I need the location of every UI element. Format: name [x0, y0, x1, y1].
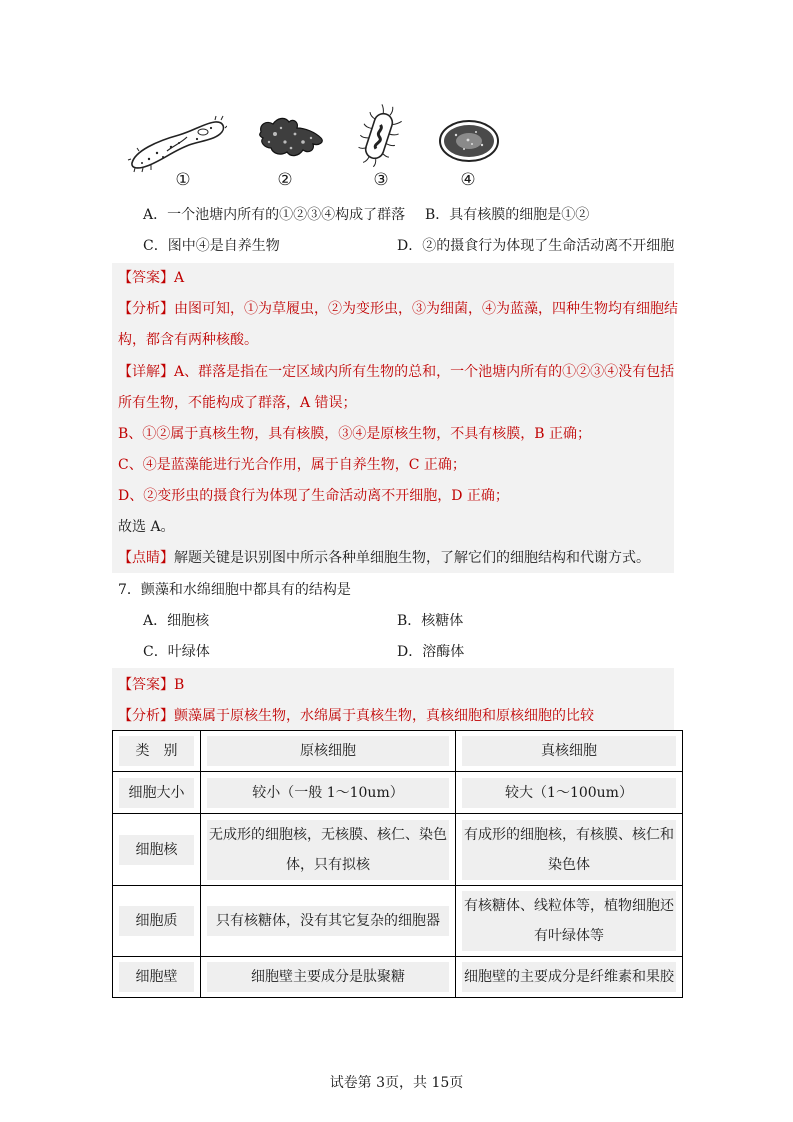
detail-label: 【详解】: [118, 364, 174, 380]
detail-text: A、群落是指在一定区域内所有生物的总和，一个池塘内所有的①②③④没有包括: [174, 364, 675, 380]
q6-option-a: A．一个池塘内所有的①②③④构成了群落: [143, 207, 406, 223]
table-cell: [456, 814, 683, 886]
eukaryote-value: 细胞壁的主要成分是纤维素和果胶: [462, 962, 676, 992]
table-header-cell: [456, 731, 683, 772]
analysis-label: 【分析】: [118, 301, 174, 317]
prokaryote-value: 只有核糖体，没有其它复杂的细胞器: [207, 906, 449, 936]
table-cell: [113, 886, 201, 957]
bacterium-illustration: [354, 101, 404, 171]
table-cell: [113, 957, 201, 998]
q6-detail-line-3: B、①②属于真核生物，具有核膜，③④是原核生物，不具有核膜，B 正确；: [118, 426, 592, 442]
analysis-label: 【分析】: [118, 708, 174, 724]
row-category: 细胞核: [119, 835, 194, 865]
figure-label-1: ①: [175, 170, 191, 190]
eukaryote-value: 有核糖体、线粒体等，植物细胞还有叶绿体等: [462, 891, 676, 951]
prokaryote-value: 细胞壁主要成分是肽聚糖: [207, 962, 449, 992]
cell-comparison-table: [112, 730, 683, 998]
page-footer: 试卷第 3页，共 15页: [329, 1075, 464, 1091]
q7-stem: 7．颤藻和水绵细胞中都具有的结构是: [118, 582, 351, 598]
answer-value: A: [174, 270, 185, 286]
table-row: [113, 886, 683, 957]
q6-option-b: B．具有核膜的细胞是①②: [425, 207, 590, 223]
row-category: 细胞壁: [119, 962, 194, 992]
q7-answer-line: [118, 675, 184, 695]
analysis-text: 由图可知，①为草履虫，②为变形虫，③为细菌，④为蓝藻，四种生物均有细胞结: [174, 301, 678, 317]
q6-conclusion: 故选 A。: [118, 519, 175, 535]
q6-detail-line-4: C、④是蓝藻能进行光合作用，属于自养生物，C 正确；: [118, 457, 466, 473]
q6-analysis-line-1: [118, 299, 678, 319]
table-cell: [201, 814, 456, 886]
table-row: [113, 814, 683, 886]
eukaryote-value: 有成形的细胞核，有核膜、核仁和染色体: [462, 820, 676, 880]
q6-detail-line-1: [118, 362, 674, 382]
header-category: 类 别: [119, 736, 194, 766]
answer-value: B: [174, 677, 185, 693]
tip-label: 【点睛】: [118, 550, 174, 566]
q6-option-c: C．图中④是自养生物: [143, 238, 280, 254]
table-cell: [201, 886, 456, 957]
table-cell: [113, 814, 201, 886]
q7-option-b: B．核糖体: [397, 613, 464, 629]
amoeba-illustration: [255, 114, 327, 160]
table-header-cell: [201, 731, 456, 772]
table-cell: [456, 772, 683, 814]
header-eukaryote: 真核细胞: [462, 736, 676, 766]
tip-text: 解题关键是识别图中所示各种单细胞生物，了解它们的细胞结构和代谢方式。: [174, 550, 650, 566]
q6-option-d: D．②的摄食行为体现了生命活动离不开细胞: [397, 238, 675, 254]
q7-option-c: C．叶绿体: [143, 644, 210, 660]
figure-label-2: ②: [277, 170, 293, 190]
eukaryote-value: 较大（1～100um）: [462, 778, 676, 808]
figure-label-4: ④: [460, 170, 476, 190]
q6-detail-line-2: 所有生物，不能构成了群落，A 错误；: [118, 395, 357, 411]
prokaryote-value: 较小（一般 1～10um）: [207, 778, 449, 808]
blue-green-algae-illustration: [438, 119, 500, 163]
figure-label-3: ③: [373, 170, 389, 190]
table-cell: [456, 957, 683, 998]
table-row: [113, 957, 683, 998]
row-category: 细胞质: [119, 906, 194, 936]
row-category: 细胞大小: [119, 778, 194, 808]
paramecium-illustration: [127, 113, 227, 173]
table-cell: [201, 957, 456, 998]
answer-label: 【答案】: [118, 270, 174, 286]
table-header-row: [113, 731, 683, 772]
q6-analysis-line-2: 构，都含有两种核酸。: [118, 332, 258, 348]
q7-option-a: A．细胞核: [143, 613, 210, 629]
q7-analysis-line: [118, 706, 594, 726]
table-row: [113, 772, 683, 814]
q6-answer-line: [118, 268, 184, 288]
header-prokaryote: 原核细胞: [207, 736, 449, 766]
table-cell: [456, 886, 683, 957]
prokaryote-value: 无成形的细胞核，无核膜、核仁、染色体，只有拟核: [207, 820, 449, 880]
table-cell: [201, 772, 456, 814]
q6-detail-line-5: D、②变形虫的摄食行为体现了生命活动离不开细胞，D 正确；: [118, 488, 509, 504]
table-cell: [113, 772, 201, 814]
answer-label: 【答案】: [118, 677, 174, 693]
q6-tip-line: [118, 548, 650, 568]
table-header-cell: [113, 731, 201, 772]
q7-option-d: D．溶酶体: [397, 644, 465, 660]
analysis-text: 颤藻属于原核生物，水绵属于真核生物，真核细胞和原核细胞的比较: [174, 708, 594, 724]
